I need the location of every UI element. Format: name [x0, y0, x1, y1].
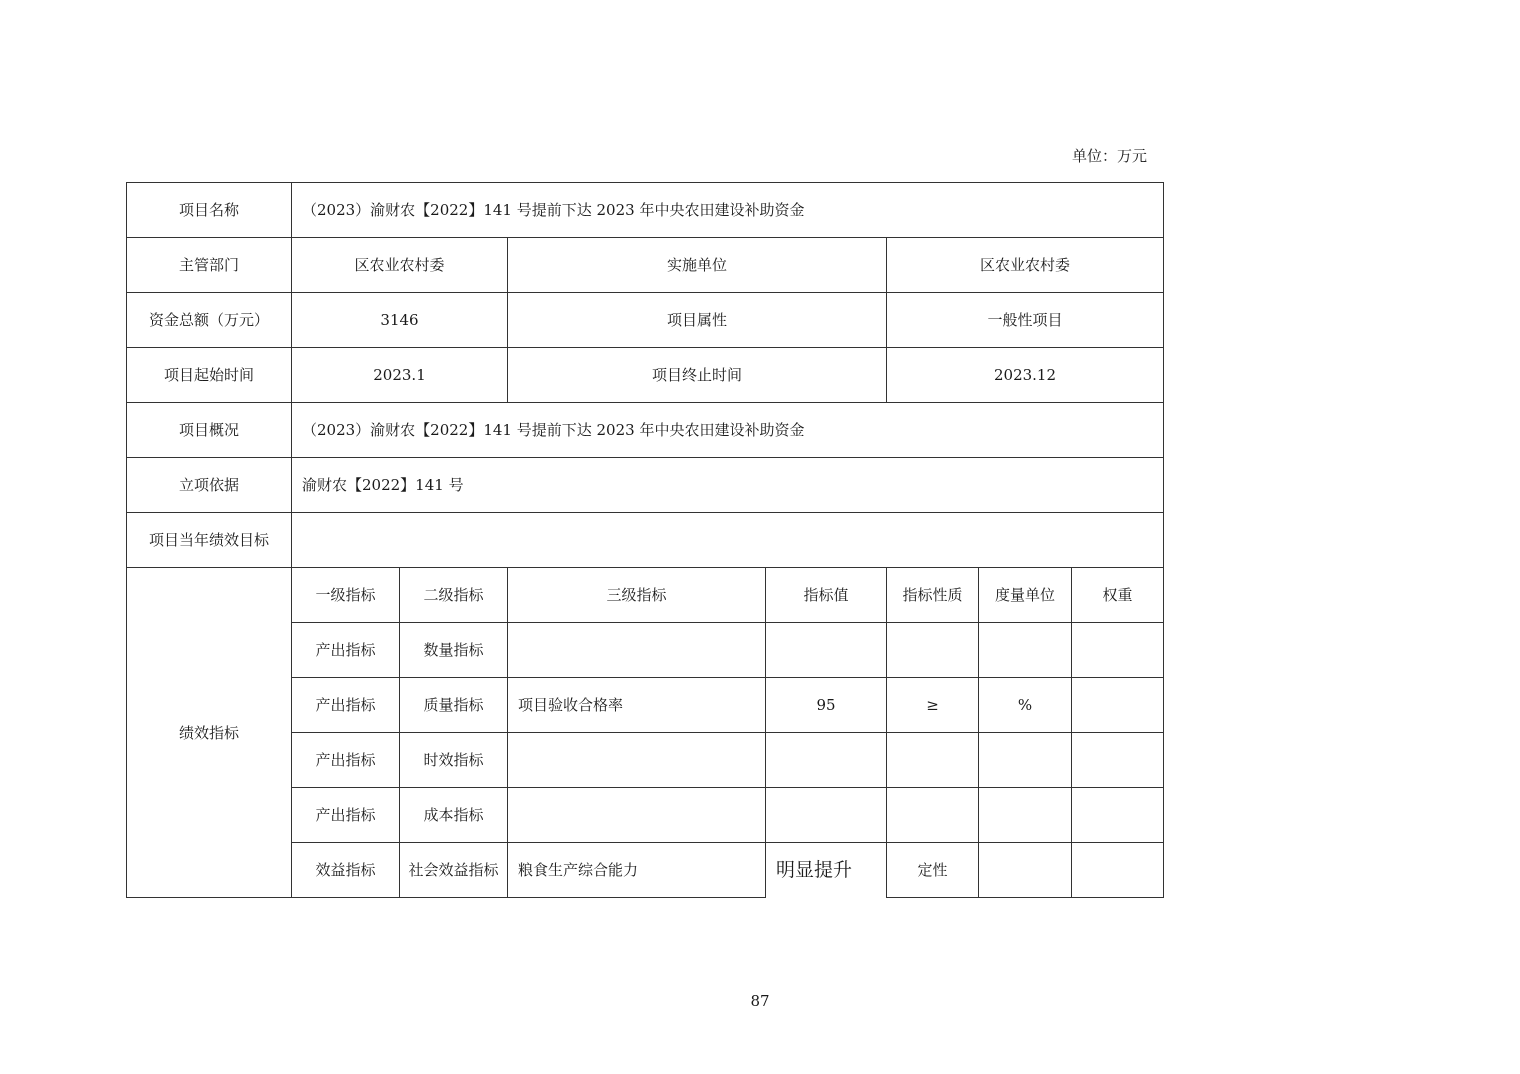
annual-goal-value [292, 513, 1164, 568]
fund-total-value: 3146 [292, 293, 508, 348]
unit-label: 单位：万元 [1072, 147, 1148, 165]
indicator-header-row [127, 568, 1164, 623]
fund-total-label: 资金总额（万元） [127, 293, 292, 348]
department-label: 主管部门 [127, 238, 292, 293]
indicator-nature: ≥ [887, 678, 979, 733]
row-overview [127, 403, 1164, 458]
row-project-name [127, 183, 1164, 238]
row-basis [127, 458, 1164, 513]
indicator-level2: 数量指标 [400, 623, 508, 678]
indicator-unit [979, 843, 1072, 898]
end-time-value: 2023.12 [887, 348, 1164, 403]
start-time-label: 项目起始时间 [127, 348, 292, 403]
row-funding [127, 293, 1164, 348]
indicator-level2: 社会效益指标 [400, 843, 508, 898]
page-number: 87 [750, 992, 770, 1010]
project-name-value: （2023）渝财农【2022】141 号提前下达 2023 年中央农田建设补助资金 [292, 183, 1164, 238]
indicator-value: 明显提升 [766, 843, 887, 898]
basis-label: 立项依据 [127, 458, 292, 513]
indicator-level3: 粮食生产综合能力 [508, 843, 766, 898]
header-nature: 指标性质 [887, 568, 979, 623]
project-performance-table [126, 182, 1164, 898]
department-value: 区农业农村委 [292, 238, 508, 293]
project-attribute-value: 一般性项目 [887, 293, 1164, 348]
indicator-weight [1072, 843, 1164, 898]
indicator-unit [979, 733, 1072, 788]
indicator-level1: 效益指标 [292, 843, 400, 898]
header-level3: 三级指标 [508, 568, 766, 623]
project-name-label: 项目名称 [127, 183, 292, 238]
indicator-level1: 产出指标 [292, 733, 400, 788]
row-department [127, 238, 1164, 293]
indicator-level1: 产出指标 [292, 623, 400, 678]
overview-value: （2023）渝财农【2022】141 号提前下达 2023 年中央农田建设补助资金 [292, 403, 1164, 458]
indicator-level2: 质量指标 [400, 678, 508, 733]
indicator-unit [979, 623, 1072, 678]
header-unit: 度量单位 [979, 568, 1072, 623]
header-weight: 权重 [1072, 568, 1164, 623]
header-value: 指标值 [766, 568, 887, 623]
annual-goal-label: 项目当年绩效目标 [127, 513, 292, 568]
indicator-nature [887, 788, 979, 843]
indicator-level2: 成本指标 [400, 788, 508, 843]
indicator-value [766, 623, 887, 678]
row-dates [127, 348, 1164, 403]
start-time-value: 2023.1 [292, 348, 508, 403]
indicator-level1: 产出指标 [292, 678, 400, 733]
indicator-weight [1072, 788, 1164, 843]
indicator-level3: 项目验收合格率 [508, 678, 766, 733]
indicator-value: 95 [766, 678, 887, 733]
indicator-level3 [508, 788, 766, 843]
row-goal [127, 513, 1164, 568]
header-level1: 一级指标 [292, 568, 400, 623]
basis-value: 渝财农【2022】141 号 [292, 458, 1164, 513]
performance-indicators-label: 绩效指标 [127, 568, 292, 898]
indicator-value [766, 733, 887, 788]
indicator-level3 [508, 623, 766, 678]
implementing-unit-value: 区农业农村委 [887, 238, 1164, 293]
indicator-unit [979, 788, 1072, 843]
overview-label: 项目概况 [127, 403, 292, 458]
indicator-weight [1072, 733, 1164, 788]
header-level2: 二级指标 [400, 568, 508, 623]
indicator-level1: 产出指标 [292, 788, 400, 843]
end-time-label: 项目终止时间 [508, 348, 887, 403]
indicator-unit: % [979, 678, 1072, 733]
project-attribute-label: 项目属性 [508, 293, 887, 348]
indicator-level2: 时效指标 [400, 733, 508, 788]
indicator-nature: 定性 [887, 843, 979, 898]
indicator-weight [1072, 623, 1164, 678]
indicator-nature [887, 733, 979, 788]
indicator-value [766, 788, 887, 843]
indicator-nature [887, 623, 979, 678]
indicator-weight [1072, 678, 1164, 733]
implementing-unit-label: 实施单位 [508, 238, 887, 293]
indicator-level3 [508, 733, 766, 788]
